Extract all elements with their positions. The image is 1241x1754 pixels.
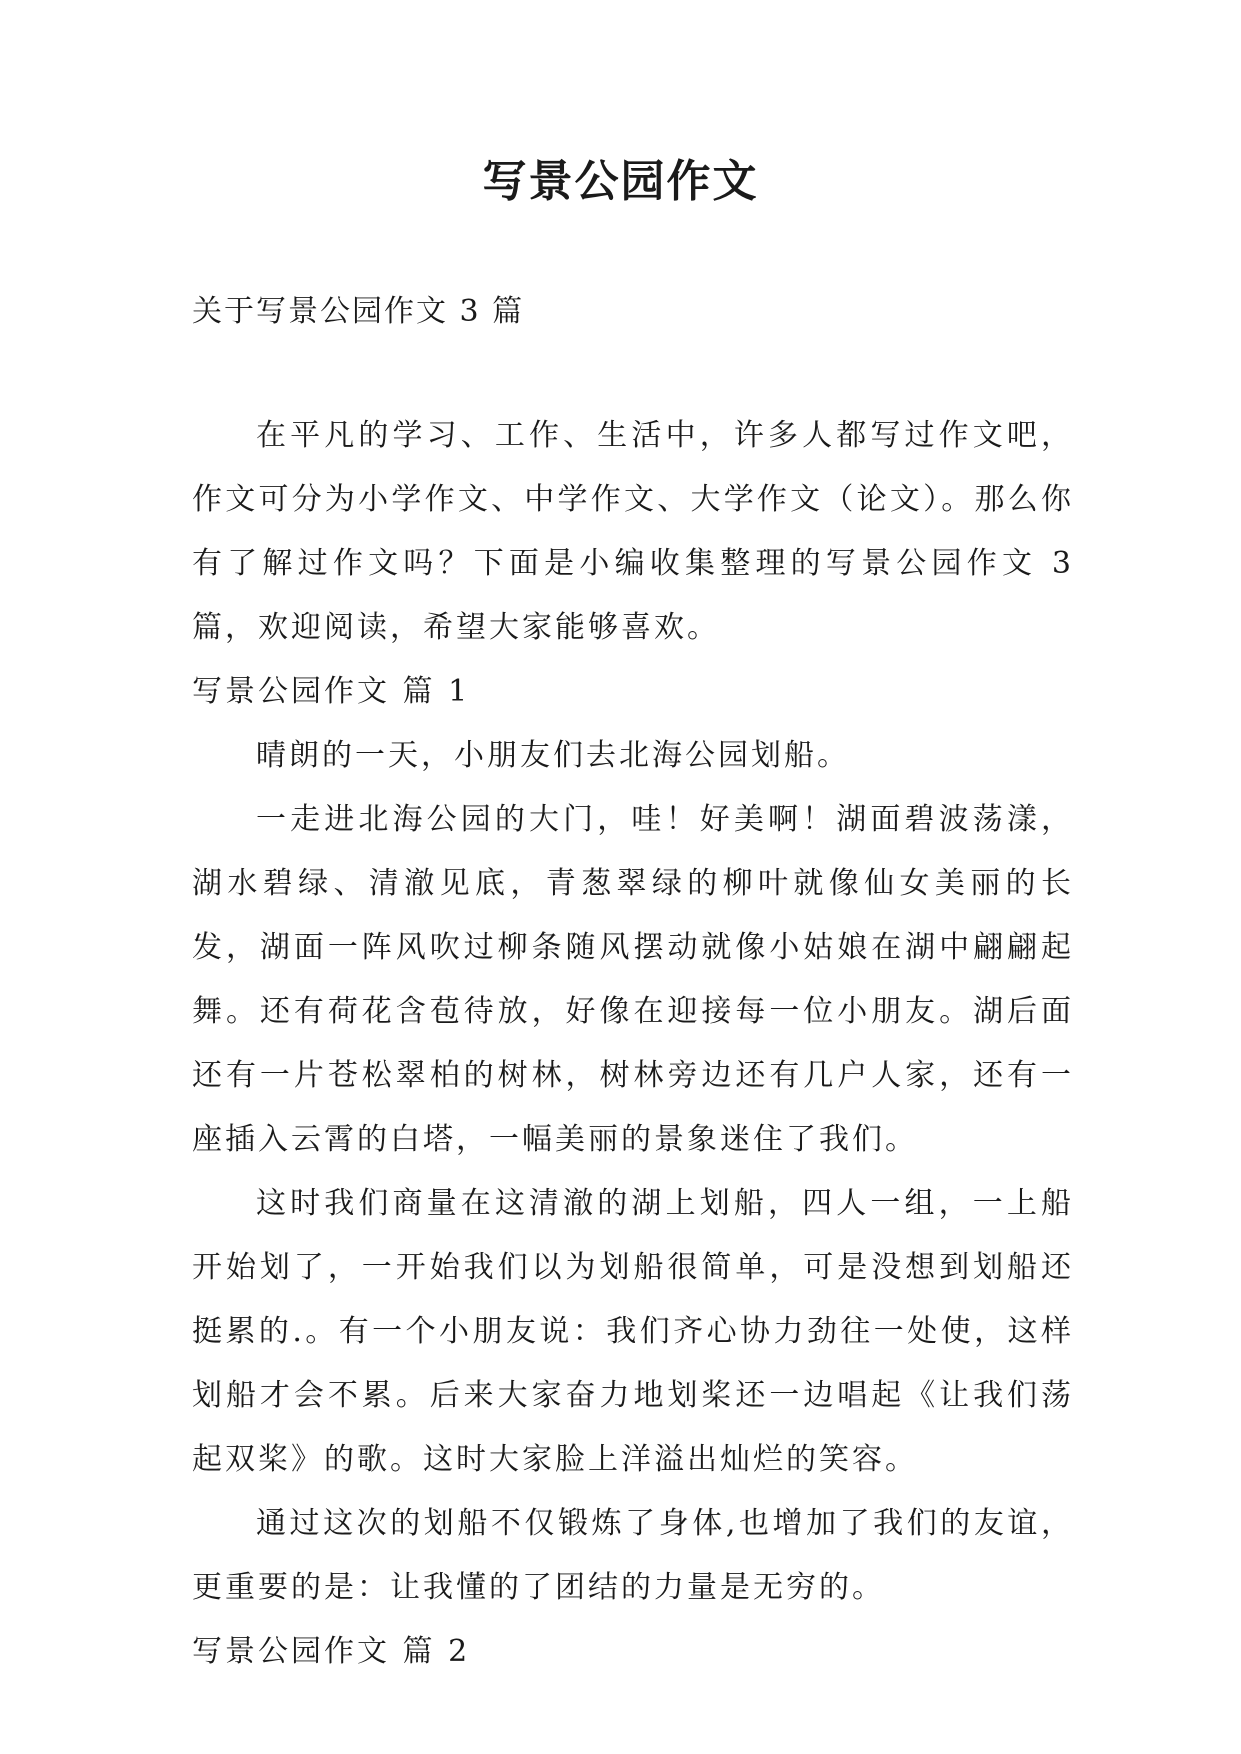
section-1-paragraph: 晴朗的一天，小朋友们去北海公园划船。	[256, 738, 850, 773]
document-subtitle: 关于写景公园作文 3 篇	[192, 294, 525, 329]
intro-paragraph: 在平凡的学习、工作、生活中，许多人都写过作文吧，作文可分为小学作文、中学作文、大学作文（论文）。那么你有了解过作文吗？下面是小编收集整理的写景公园作文 3 篇，欢迎阅读，希望大家能够喜欢。	[192, 418, 1074, 645]
document-body	[192, 404, 1074, 1684]
document-title: 写景公园作文	[482, 156, 759, 207]
section-1-heading: 写景公园作文 篇 1	[192, 674, 471, 709]
section-2-heading: 写景公园作文 篇 2	[192, 1634, 471, 1669]
section-1-paragraph: 一走进北海公园的大门，哇！好美啊！湖面碧波荡漾，湖水碧绿、清澈见底，青葱翠绿的柳叶就像仙女美丽的长发，湖面一阵风吹过柳条随风摆动就像小姑娘在湖中翩翩起舞。还有荷花含苞待放，好像在迎接每一位小朋友。湖后面还有一片苍松翠柏的树林，树林旁边还有几户人家，还有一座插入云霄的白塔，一幅美丽的景象迷住了我们。	[192, 802, 1074, 1157]
section-1-paragraph: 通过这次的划船不仅锻炼了身体,也增加了我们的友谊，更重要的是：让我懂的了团结的力量是无穷的。	[192, 1506, 1074, 1605]
section-1-paragraph: 这时我们商量在这清澈的湖上划船，四人一组，一上船开始划了，一开始我们以为划船很简单，可是没想到划船还挺累的.。有一个小朋友说：我们齐心协力劲往一处使，这样划船才会不累。后来大家奋力地划桨还一边唱起《让我们荡起双桨》的歌。这时大家脸上洋溢出灿烂的笑容。	[192, 1186, 1074, 1477]
